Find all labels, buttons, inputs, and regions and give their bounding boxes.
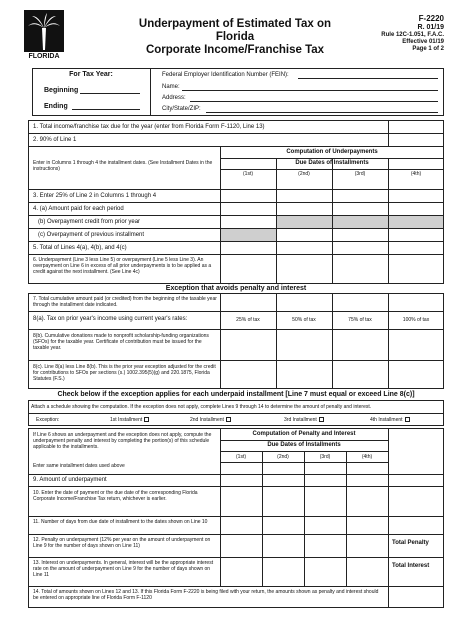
comp-underpayments-header: Computation of Underpayments xyxy=(286,149,378,155)
line11-label: 11. Number of days from due date of installment to the dates shown on Line 10 xyxy=(33,519,208,525)
line1-amount[interactable] xyxy=(389,121,443,133)
p2-col2-header: (2nd) xyxy=(277,454,289,460)
line8c-label: 8(c). Line 8(a) less Line 8(b). This is the prior year exception adjusted for the credit for contributions to SFOs per sections (s.) 1002.395(5)(g) and 220.1875, Florida Statutes (F.S.) xyxy=(33,364,216,382)
tax-year-label: For Tax Year: xyxy=(69,71,113,78)
total-interest-label: Total Interest xyxy=(392,563,430,569)
pct-50: 50% of tax xyxy=(292,317,316,323)
form-rule: Rule 12C-1.051, F.A.C. xyxy=(381,32,444,38)
check-title: Check below if the exception applies for each underpaid installment [Line 7 must equal or exceed Line 8(c)] xyxy=(57,391,415,398)
line4b-label: (b) Overpayment credit from prior year xyxy=(38,219,141,225)
line8a-label: 8(a). Tax on prior year's income using current year's rates: xyxy=(33,316,188,322)
check-3rd-label: 3rd Installment xyxy=(284,417,317,423)
line2-label: 2. 90% of Line 1 xyxy=(33,137,77,143)
line14-label: 14. Total of amounts shown on Lines 12 and 13. If this Florida Form F-2220 is being filed with your return, the amounts shown as penalty and interest should be entered on appropriate line of Florida Form F-1120 xyxy=(33,589,379,601)
check-3rd-box[interactable] xyxy=(319,417,324,422)
address-field[interactable] xyxy=(190,101,438,102)
form-effective: Effective 01/19 xyxy=(402,39,444,45)
check-2nd-box[interactable] xyxy=(226,417,231,422)
line2-amount[interactable] xyxy=(389,134,443,146)
part2-intro: If Line 6 shows an underpayment and the exception does not apply, compute the underpayment penalty and interest by completing the portion(s) of this schedule applicable to the installments. xyxy=(33,432,212,450)
pct-100: 100% of tax xyxy=(402,317,430,323)
line6-label: 6. Underpayment (Line 3 less Line 5) or overpayment (Line 5 less Line 3). An overpayment on Line 6 in excess of all prior underpayments is to be applied as a credit against the next installment. (See Line 4c) xyxy=(33,257,212,275)
check-4th xyxy=(370,417,410,423)
total-penalty-label: Total Penalty xyxy=(392,540,429,546)
line7-label: 7. Total cumulative amount paid (or credited) from the beginning of the taxable year through the installment date indicated. xyxy=(33,296,217,308)
check-4th-label: 4th Installment xyxy=(370,417,403,423)
name-label: Name: xyxy=(162,84,180,90)
line5-label: 5. Total of Lines 4(a), 4(b), and 4(c) xyxy=(33,245,127,251)
comp-penalty-header: Computation of Penalty and Interest xyxy=(252,431,356,437)
col1-header: (1st) xyxy=(243,171,253,177)
check-2nd-label: 2nd Installment xyxy=(190,417,224,423)
col3-header: (3rd) xyxy=(354,171,366,177)
line12-label: 12. Penalty on underpayment (12% per year on the amount of underpayment on Line 9 for the number of days shown on Line 11) xyxy=(33,537,211,549)
check-4th-box[interactable] xyxy=(405,417,410,422)
enter-same-label: Enter same installment dates used above xyxy=(33,463,125,469)
city-label: City/State/ZIP: xyxy=(162,106,201,112)
fein-label: Federal Employer Identification Number (FEIN): xyxy=(162,72,289,78)
check-1st-box[interactable] xyxy=(144,417,149,422)
check-2nd xyxy=(190,417,231,423)
florida-logo xyxy=(24,10,64,62)
due-dates-header: Due Dates of Installments xyxy=(295,160,369,166)
logo-text: FLORIDA xyxy=(28,53,60,60)
line4a-label: 4. (a) Amount paid for each period xyxy=(33,206,124,212)
ending-field[interactable] xyxy=(72,109,140,110)
pct-25: 25% of tax xyxy=(236,317,260,323)
line9-label: 9. Amount of underpayment xyxy=(33,477,107,483)
address-label: Address: xyxy=(162,95,186,101)
line3-label: 3. Enter 25% of Line 2 in Columns 1 through 4 xyxy=(33,193,157,199)
form-title-line2: Corporate Income/Franchise Tax xyxy=(145,44,325,56)
form-page: Page 1 of 2 xyxy=(412,46,444,52)
check-1st-label: 1st Installment xyxy=(110,417,143,423)
form-revision: R. 01/19 xyxy=(417,24,444,31)
p2-col1-header: (1st) xyxy=(236,454,246,460)
form-number: F-2220 xyxy=(418,14,444,23)
fein-field[interactable] xyxy=(298,78,438,79)
p2-col3-header: (3rd) xyxy=(319,454,331,460)
p2-col4-header: (4th) xyxy=(361,454,373,460)
form-title-line1: Underpayment of Estimated Tax on Florida xyxy=(138,18,332,43)
exception-title: Exception that avoids penalty and interest xyxy=(165,285,307,292)
line8b-label: 8(b). Cumulative donations made to nonprofit scholarship-funding organizations (SFOs) for the taxable year. Certificate of contribution must be issued for the taxable year. xyxy=(33,333,209,351)
enter-dates-label: Enter in Columns 1 through 4 the installment dates. (See Installment Dates in the instructions) xyxy=(33,160,213,172)
exception-label: Exception: xyxy=(36,417,60,423)
col2-header: (2nd) xyxy=(298,171,310,177)
due-dates-header-2: Due Dates of Installments xyxy=(267,442,341,448)
check-1st xyxy=(110,417,149,423)
col4-header: (4th) xyxy=(410,171,422,177)
beginning-label: Beginning xyxy=(44,87,79,94)
line4c-label: (c) Overpayment of previous installment xyxy=(38,232,145,238)
line10-label: 10. Enter the date of payment or the due date of the corresponding Florida Corporate Income/Franchise Tax return, whichever is earlier. xyxy=(33,490,198,502)
pct-75: 75% of tax xyxy=(348,317,372,323)
check-3rd xyxy=(284,417,324,423)
city-field[interactable] xyxy=(206,112,438,113)
name-field[interactable] xyxy=(182,90,438,91)
attach-note: Attach a schedule showing the computation. If the exception does not apply, complete Lines 9 through 14 to determine the amount of penalty and interest. xyxy=(31,404,372,410)
ending-label: Ending xyxy=(44,103,68,110)
line13-label: 13. Interest on underpayments. In general, interest will be the appropriate interest rate on the amount of underpayment on Line 9 for the number of days shown on Line 11 xyxy=(33,560,214,578)
beginning-field[interactable] xyxy=(80,93,140,94)
line1-label: 1. Total income/franchise tax due for the year (enter from Florida Form F-1120, Line 13) xyxy=(33,124,265,130)
